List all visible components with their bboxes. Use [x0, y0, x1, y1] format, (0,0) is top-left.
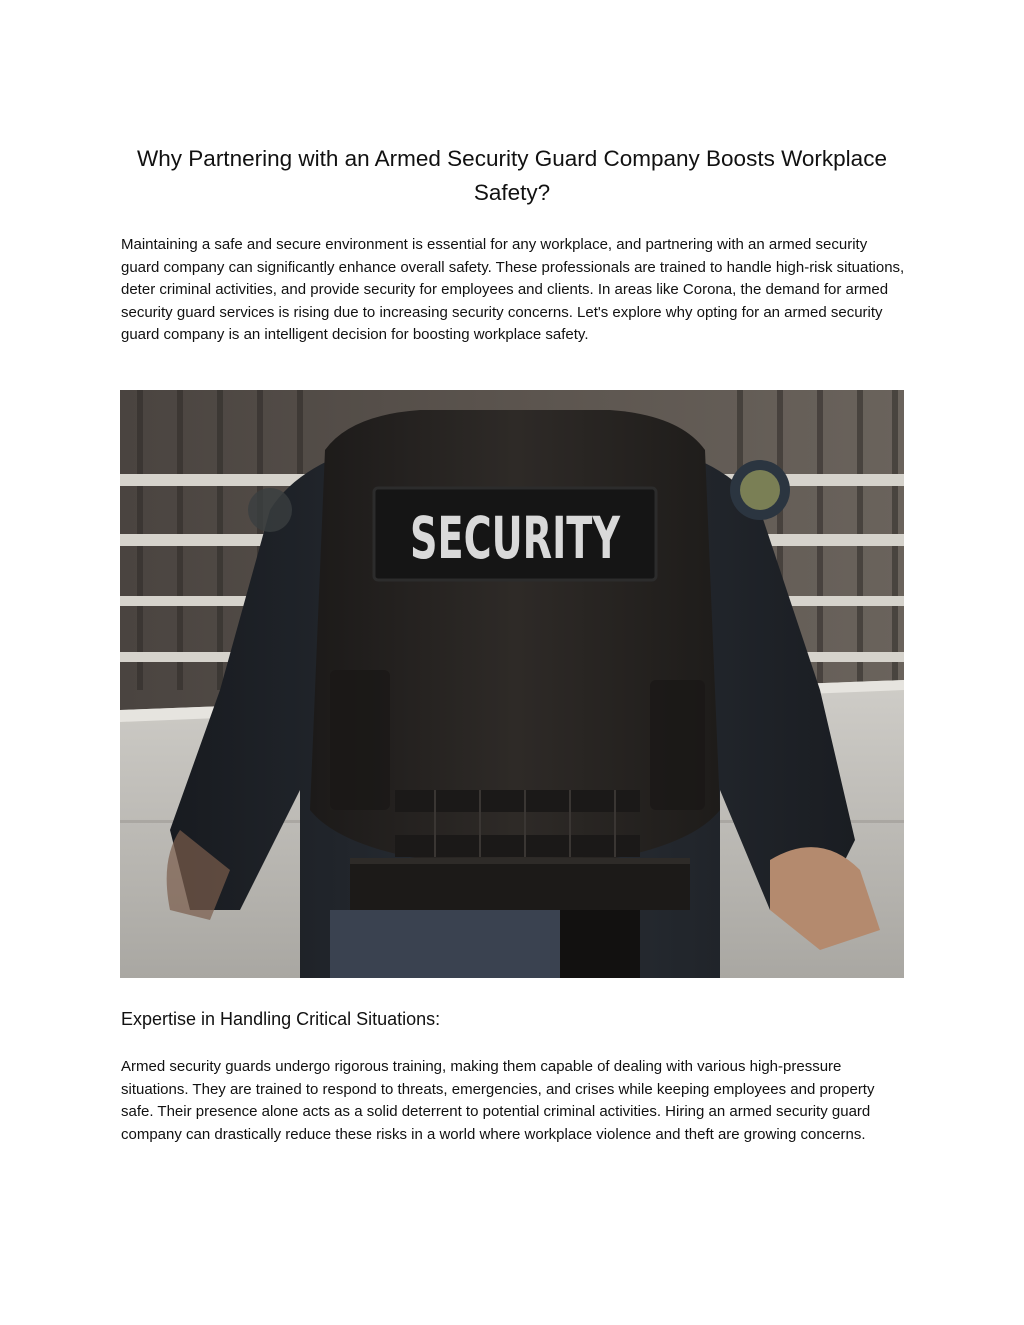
section-heading-expertise: Expertise in Handling Critical Situations:	[121, 1009, 441, 1029]
intro-paragraph: Maintaining a safe and secure environment is essential for any workplace, and partnering with an armed security guard company can significantly enhance overall safety. These professionals are trained to handle high-risk situations, deter criminal activities, and provide security for employees and clients. In areas like Corona, the demand for armed security guard services is rising due to increasing security concerns. Let's explore why opting for an armed security guard company is an intelligent decision for boosting workplace safety.	[121, 236, 905, 343]
security-guard-photo	[120, 390, 904, 978]
section-body-expertise: Armed security guards undergo rigorous training, making them capable of dealing with various high-pressure situations. They are trained to respond to threats, emergencies, and crises while keeping employees and property safe. Their presence alone acts as a solid deterrent to potential criminal activities. Hiring an armed security guard company can drastically reduce these risks in a world where workplace violence and theft are growing concerns.	[121, 1058, 875, 1143]
patch-text: SECURITY	[410, 504, 621, 572]
document-title: Why Partnering with an Armed Security Guard Company Boosts Workplace Safety?	[137, 146, 887, 205]
